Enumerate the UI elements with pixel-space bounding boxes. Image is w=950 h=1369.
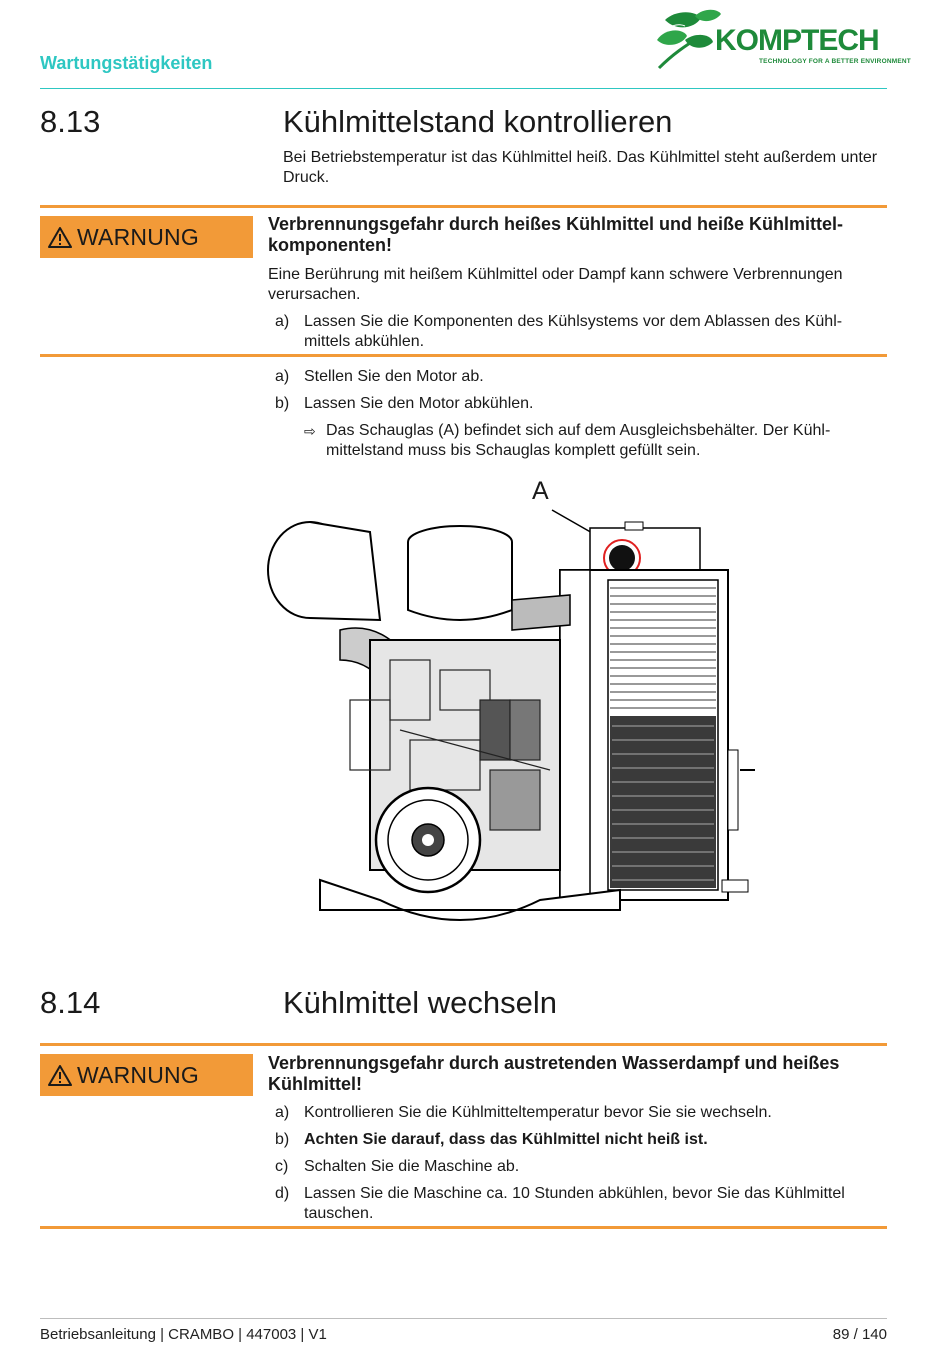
warning-bottom-rule <box>40 354 887 357</box>
engine-figure <box>260 470 760 950</box>
warning-label: WARNUNG <box>77 1061 199 1088</box>
warning-step <box>275 312 887 352</box>
warning-step <box>275 1103 887 1123</box>
step-key: c) <box>275 1158 289 1175</box>
procedure-step <box>275 367 484 387</box>
step-text-line: tauschen. <box>304 1205 374 1222</box>
warning-top-rule <box>40 205 887 208</box>
footer-divider <box>40 1318 887 1319</box>
figure-callout-label: A <box>532 477 549 505</box>
result-text <box>326 421 830 461</box>
step-text: Kontrollieren Sie die Kühlmitteltemperatur bevor Sie sie wechseln. <box>304 1104 772 1121</box>
step-text: Achten Sie darauf, dass das Kühlmittel nicht heiß ist. <box>304 1131 708 1148</box>
warning-triangle-icon <box>48 226 72 248</box>
warning-triangle-icon <box>48 1064 72 1086</box>
section-title: Kühlmittel wechseln <box>283 985 557 1020</box>
warning-step <box>275 1157 887 1177</box>
section-number: 8.14 <box>40 985 101 1020</box>
warning-badge <box>40 1054 253 1096</box>
warning-badge <box>40 216 253 258</box>
step-text-line: Lassen Sie die Maschine ca. 10 Stunden abkühlen, bevor Sie das Kühlmittel <box>304 1185 845 1202</box>
warning-step <box>275 1184 887 1224</box>
warning-heading <box>268 1053 888 1095</box>
step-key: b) <box>275 1131 290 1148</box>
warning-text <box>268 265 888 305</box>
result-text-line: mittelstand muss bis Schauglas komplett gefüllt sein. <box>326 442 701 459</box>
step-key: d) <box>275 1185 290 1202</box>
step-text: Stellen Sie den Motor ab. <box>304 368 484 385</box>
warning-heading <box>268 214 888 256</box>
warning-label: WARNUNG <box>77 223 199 250</box>
warning-bottom-rule <box>40 1226 887 1229</box>
result-note <box>304 421 887 461</box>
intro-paragraph: Bei Betriebstemperatur ist das Kühlmittel heiß. Das Kühlmittel steht außerdem unter Druck. <box>283 149 878 186</box>
step-key: a) <box>275 1104 290 1121</box>
footer-document-info: Betriebsanleitung | CRAMBO | 447003 | V1 <box>40 1326 327 1343</box>
section-number: 8.13 <box>40 104 101 139</box>
warning-heading-line: Verbrennungsgefahr durch heißes Kühlmittel und heiße Kühlmittel- <box>268 214 844 234</box>
warning-top-rule <box>40 1043 887 1046</box>
result-text-line: Das Schauglas (A) befindet sich auf dem Ausgleichsbehälter. Der Kühl- <box>326 422 831 439</box>
warning-step <box>275 1130 887 1150</box>
step-text-line: Lassen Sie die Komponenten des Kühlsystems vor dem Ablassen des Kühl- <box>304 313 843 330</box>
komptech-logo <box>655 6 911 72</box>
logo-wordmark: KOMPTECH <box>715 24 879 57</box>
section-title: Kühlmittelstand kontrollieren <box>283 104 673 139</box>
logo-tagline: TECHNOLOGY FOR A BETTER ENVIRONMENT <box>759 58 911 65</box>
step-text <box>304 312 842 352</box>
warning-heading-line: Verbrennungsgefahr durch austretenden Wasserdampf und heißes <box>268 1053 840 1073</box>
step-text: Schalten Sie die Maschine ab. <box>304 1158 520 1175</box>
step-text: Lassen Sie den Motor abkühlen. <box>304 395 534 412</box>
step-text-line: mittels abkühlen. <box>304 333 425 350</box>
footer-page-number: 89 / 140 <box>832 1326 887 1343</box>
warning-heading-line: komponenten! <box>268 235 392 255</box>
step-key: a) <box>275 368 290 385</box>
header-section-title: Wartungstätigkeiten <box>40 53 213 73</box>
header-divider <box>40 88 887 89</box>
warning-text-line: verursachen. <box>268 286 361 303</box>
warning-text-line: Eine Berührung mit heißem Kühlmittel oder Dampf kann schwere Verbrennungen <box>268 266 843 283</box>
step-key: b) <box>275 395 290 412</box>
result-arrow-icon: ⇨ <box>304 423 316 439</box>
step-text <box>304 1184 845 1224</box>
warning-heading-line: Kühlmittel! <box>268 1074 362 1094</box>
procedure-step <box>275 394 533 414</box>
step-key: a) <box>275 313 290 330</box>
